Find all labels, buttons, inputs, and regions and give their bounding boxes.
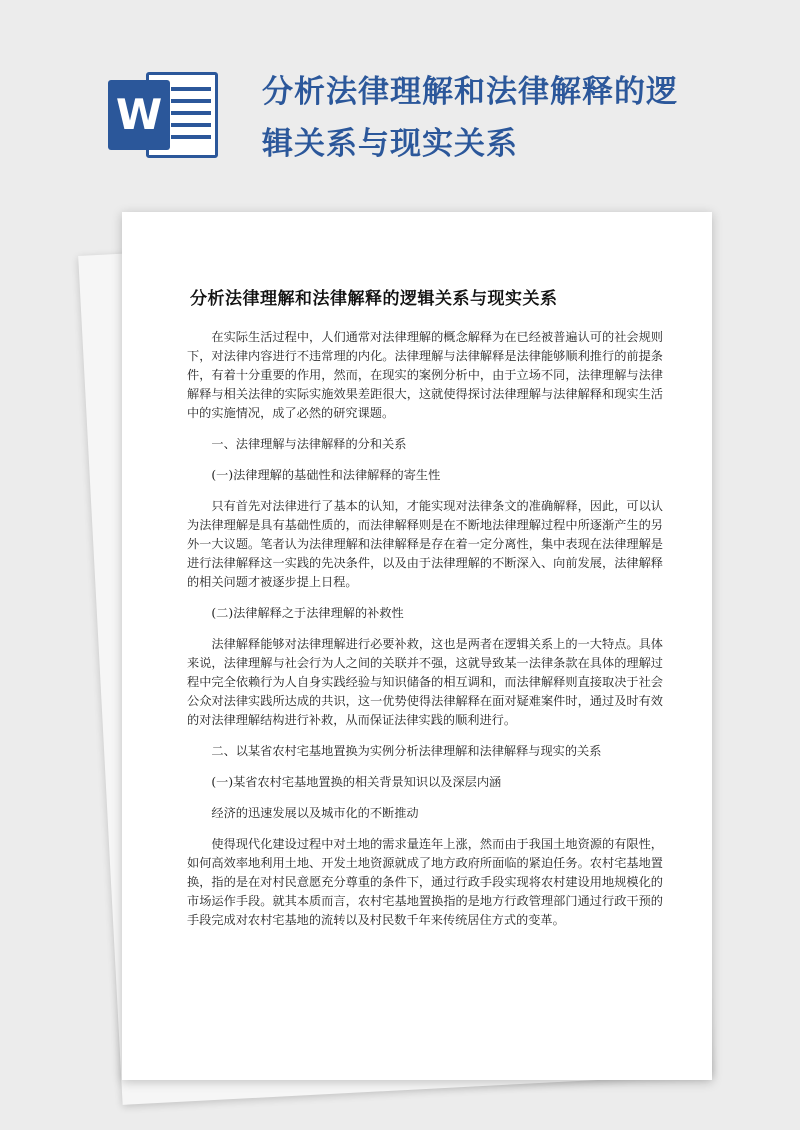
subsection-heading: (一)某省农村宅基地置换的相关背景知识以及深层内涵 (211, 775, 502, 789)
paragraph: 法律解释能够对法律理解进行必要补救，这也是两者在逻辑关系上的一大特点。具体来说，法律理解与社会行为人之间的关联并不强，这就导致某一法律条款在具体的理解过程中完全依赖行为人自身实践经验与知识储备的相互调和，而法律解释则直接取决于社会公众对法律实践所达成的共识，这一优势使得法律解释在面对疑难案件时，通过及时有效的对法律理解结构进行补救，从而保证法律实践的顺利进行。 (187, 637, 663, 727)
document-body (187, 328, 663, 942)
paragraph: 只有首先对法律进行了基本的认知，才能实现对法律条文的准确解释，因此，可以认为法律理解是具有基础性质的，而法律解释则是在不断地法律理解过程中所逐渐产生的另外一大议题。笔者认为法律理解和法律解释是存在着一定分离性，集中表现在法律理解是进行法律解释这一实践的先决条件，以及由于法律理解的不断深入、向前发展，法律解释的相关问题才被逐步提上日程。 (187, 499, 663, 589)
document-page (122, 212, 712, 1080)
page-title: 分析法律理解和法律解释的逻辑关系与现实关系 (262, 74, 678, 162)
section-heading: 二、以某省农村宅基地置换为实例分析法律理解和法律解释与现实的关系 (211, 744, 602, 758)
section-heading: 一、法律理解与法律解释的分和关系 (211, 437, 407, 451)
document-title: 分析法律理解和法律解释的逻辑关系与现实关系 (190, 289, 558, 309)
paragraph: 经济的迅速发展以及城市化的不断推动 (211, 806, 419, 820)
word-logo-letter: W (108, 80, 170, 150)
header (0, 0, 800, 200)
subsection-heading: (一)法律理解的基础性和法律解释的寄生性 (211, 468, 441, 482)
subsection-heading: (二)法律解释之于法律理解的补救性 (211, 606, 404, 620)
paragraph: 在实际生活过程中，人们通常对法律理解的概念解释为在已经被普遍认可的社会规则下，对法律内容进行不违常理的内化。法律理解与法律解释是法律能够顺利推行的前提条件，有着十分重要的作用，然而，在现实的案例分析中，由于立场不同，法律理解与法律解释与相关法律的实际实施效果差距很大，这就使得探讨法律理解与法律解释和现实生活中的实施情况，成了必然的研究课题。 (187, 330, 663, 420)
paragraph: 使得现代化建设过程中对土地的需求量连年上涨，然而由于我国土地资源的有限性，如何高效率地利用土地、开发土地资源就成了地方政府所面临的紧迫任务。农村宅基地置换，指的是在对村民意愿充分尊重的条件下，通过行政手段实现将农村建设用地规模化的市场运作手段。就其本质而言，农村宅基地置换指的是地方行政管理部门通过行政干预的手段完成对农村宅基地的流转以及村民数千年来传统居住方式的变革。 (187, 837, 663, 927)
word-document-icon (108, 72, 218, 158)
